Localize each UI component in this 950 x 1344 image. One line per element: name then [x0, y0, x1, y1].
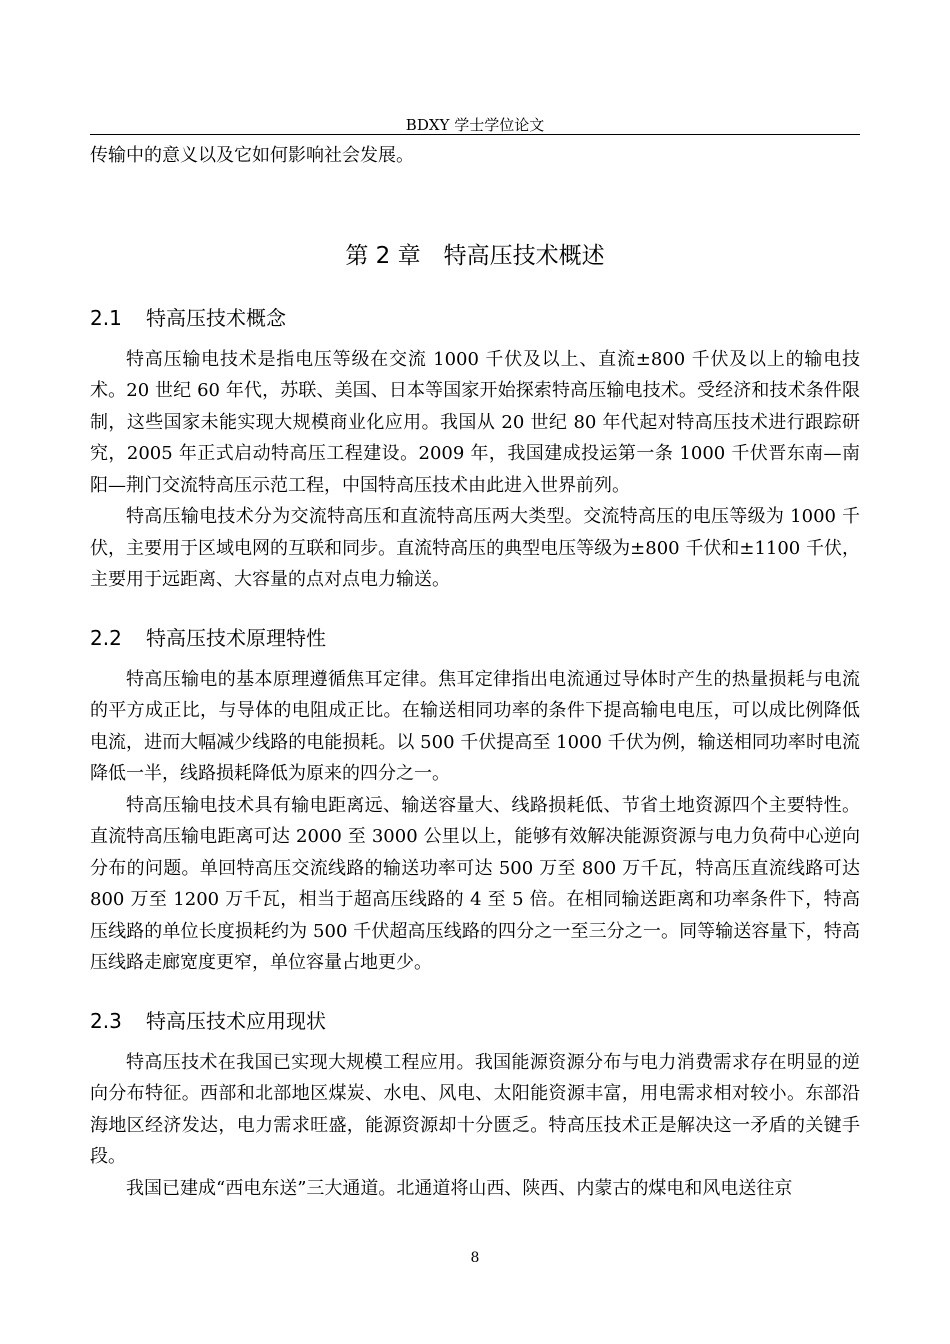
paragraph: 特高压输电技术是指电压等级在交流 1000 千伏及以上、直流±800 千伏及以上的输电技术。20 世纪 60 年代，苏联、美国、日本等国家开始探索特高压输电技术。受经济和技术条件限制，这些国家未能实现大规模商业化应用。我国从 20 世纪 80 年代起对特高压技术进行跟踪研究，2005 年正式启动特高压工程建设。2009 年，我国建成投运第一条 1000 千伏晋东南—南阳—荆门交流特高压示范工程，中国特高压技术由此进入世界前列。	[90, 348, 860, 496]
section-heading-2-1	[90, 304, 860, 332]
paragraph: 特高压输电技术分为交流特高压和直流特高压两大类型。交流特高压的电压等级为 1000 千伏，主要用于区域电网的互联和同步。直流特高压的典型电压等级为±800 千伏和±1100 千伏，主要用于远距离、大容量的点对点电力输送。	[90, 506, 860, 590]
chapter-title: 特高压技术概述	[443, 242, 605, 269]
paragraph: 我国已建成“西电东送”三大通道。北通道将山西、陕西、内蒙古的煤电和风电送往京	[126, 1177, 793, 1199]
chapter-number: 第 2 章	[345, 242, 421, 269]
header-rule	[90, 134, 860, 135]
paragraph: 特高压输电技术具有输电距离远、输送容量大、线路损耗低、节省土地资源四个主要特性。直流特高压输电距离可达 2000 至 3000 公里以上，能够有效解决能源资源与电力负荷中心逆向分布的问题。单回特高压交流线路的输送功率可达 500 万至 800 万千瓦，特高压直流线路可达 800 万至 1200 万千瓦，相当于超高压线路的 4 至 5 倍。在相同输送距离和功率条件下，特高压线路的单位长度损耗约为 500 千伏超高压线路的四分之一至三分之一。同等输送容量下，特高压线路走廊宽度更窄，单位容量占地更少。	[90, 794, 860, 973]
page-body	[90, 140, 860, 1204]
chapter-heading	[90, 241, 860, 271]
page-number: 8	[470, 1250, 480, 1266]
section-title: 特高压技术概念	[146, 305, 286, 330]
paragraph: 特高压技术在我国已实现大规模工程应用。我国能源资源分布与电力消费需求存在明显的逆向分布特征。西部和北部地区煤炭、水电、风电、太阳能资源丰富，用电需求相对较小。东部沿海地区经济发达，电力需求旺盛，能源资源却十分匮乏。特高压技术正是解决这一矛盾的关键手段。	[90, 1051, 860, 1167]
section-title: 特高压技术应用现状	[146, 1008, 326, 1033]
section-number: 2.2	[90, 625, 122, 650]
section-number: 2.3	[90, 1008, 122, 1033]
section-heading-2-3	[90, 1007, 860, 1035]
running-header: BDXY 学士学位论文	[405, 116, 545, 134]
section-title: 特高压技术原理特性	[146, 625, 326, 650]
section-heading-2-2	[90, 624, 860, 652]
lead-in-paragraph: 传输中的意义以及它如何影响社会发展。	[90, 145, 414, 166]
section-number: 2.1	[90, 305, 122, 330]
paragraph: 特高压输电的基本原理遵循焦耳定律。焦耳定律指出电流通过导体时产生的热量损耗与电流的平方成正比，与导体的电阻成正比。在输送相同功率的条件下提高输电电压，可以成比例降低电流，进而大幅减少线路的电能损耗。以 500 千伏提高至 1000 千伏为例，输送相同功率时电流降低一半，线路损耗降低为原来的四分之一。	[90, 668, 860, 784]
